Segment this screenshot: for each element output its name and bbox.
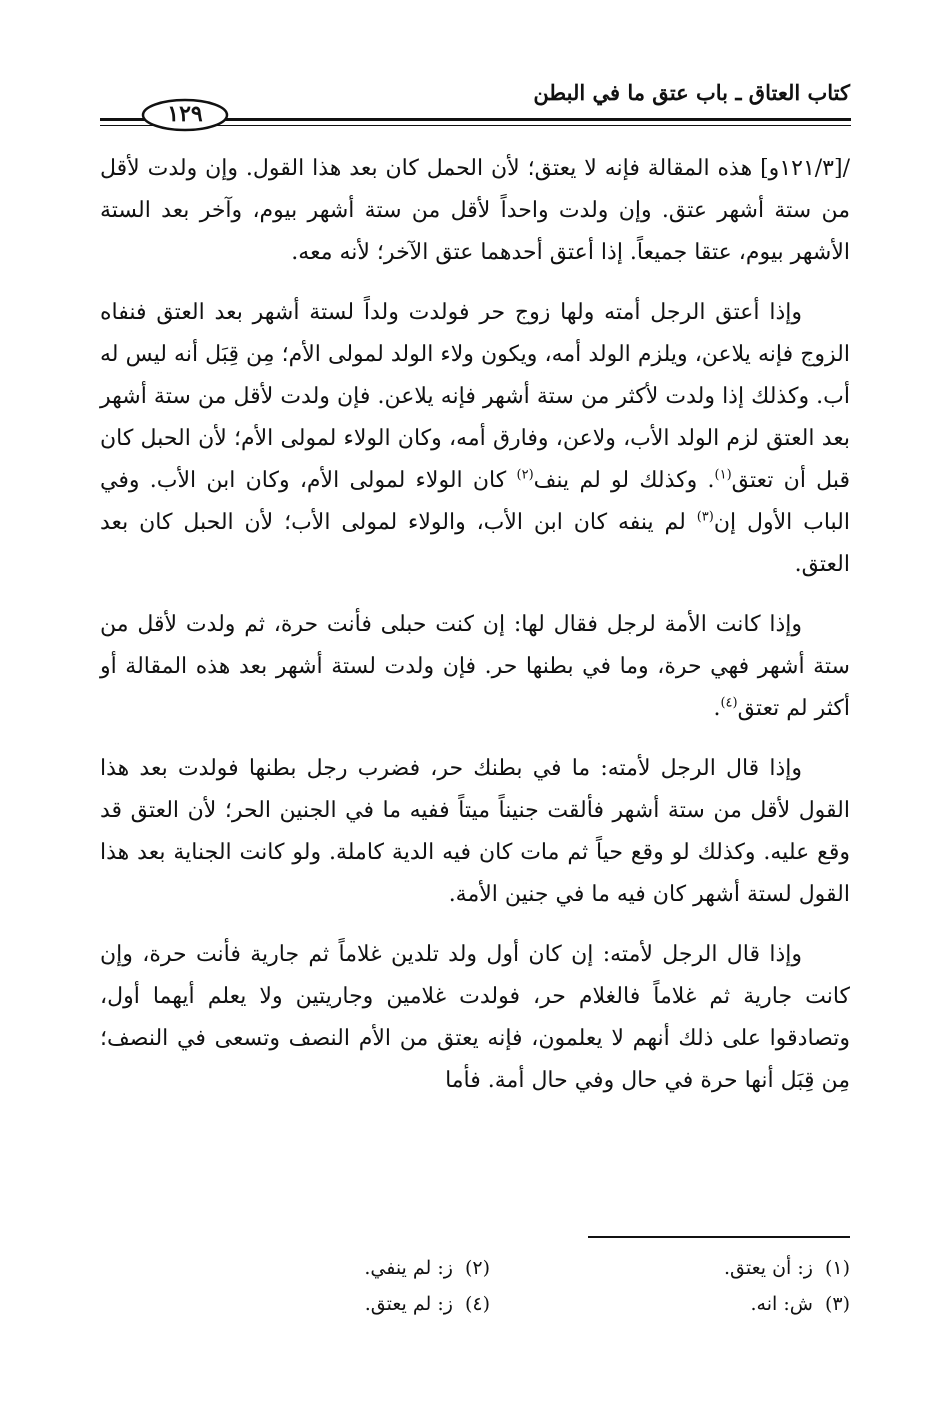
paragraph-3-part-a: وإذا كانت الأمة لرجل فقال لها: إن كنت حبلى فأنت حرة، ثم ولدت لأقل من ستة أشهر فهي حرة، وما في بطنها حر. فإن ولدت لستة أشهر بعد هذه المقالة أو أكثر لم تعتق [100,612,850,721]
footnote-4-text: ز: لم يعتق. [364,1293,453,1315]
paragraph-4-text: وإذا قال الرجل لأمته: ما في بطنك حر، فضرب رجل بطنها فولدت بعد هذا القول لأقل من ستة أشهر فألقت جنيناً ميتاً ففيه ما في الجنين الحر؛ لأن العتق قد وقع عليه. وكذلك لو وقع حياً ثم مات كان فيه الدية كاملة. ولو كانت الجناية بعد هذا القول لستة أشهر كان فيه ما في جنين الأمة. [100,756,850,907]
footnote-marker-4[interactable]: (٤) [720,695,738,711]
page-number: ١٢٩ [167,101,203,127]
footnote-row [100,1286,850,1322]
paragraph-3 [100,604,850,730]
footnote-4-number: (٤) [464,1293,490,1315]
footnote-marker-1[interactable]: (١) [714,467,732,483]
footnote-3-number: (٣) [824,1293,850,1315]
footnote-row [100,1250,850,1286]
paragraph-5 [100,934,850,1102]
footnote-marker-3[interactable]: (٣) [696,509,714,525]
paragraph-2-part-c: كان الولاء لمولى الأم، وكان ابن الأب. وفي الباب الأول إن [100,468,850,535]
running-title: كتاب العتاق ـ باب عتق ما في البطن [533,80,850,105]
footnote-1 [490,1257,850,1279]
footnote-separator [588,1236,850,1238]
paragraph-4 [100,748,850,916]
footnote-4 [130,1293,490,1315]
paragraph-3-part-b: . [713,696,721,721]
paragraph-2-part-b: . وكذلك لو لم ينف [533,468,715,493]
paragraph-2 [100,292,850,586]
footnote-3-text: ش: انه. [750,1293,813,1315]
page-number-frame [140,98,230,132]
paragraph-2-part-a: وإذا أعتق الرجل أمته ولها زوج حر فولدت ولداً لستة أشهر بعد العتق فنفاه الزوج فإنه يلاعن، ويلزم الولد أمه، ويكون ولاء الولد لمولى الأم؛ مِن قِبَل أنه ليس له أب. وكذلك إذا ولدت لأكثر من ستة أشهر فإنه يلاعن. فإن ولدت لأقل من ستة أشهر بعد العتق لزم الولد الأب، ولاعن، وفارق أمه، وكان الولاء لمولى الأم؛ لأن الحبل كان قبل أن تعتق [100,300,851,493]
footnote-1-text: ز: أن يعتق. [723,1257,813,1279]
footnote-marker-2[interactable]: (٢) [516,467,534,483]
footnote-2-number: (٢) [464,1257,490,1279]
footnote-3 [490,1293,850,1315]
footnote-1-number: (١) [824,1257,850,1279]
paragraph-5-text: وإذا قال الرجل لأمته: إن كان أول ولد تلدين غلاماً ثم جارية فأنت حرة، وإن كانت جارية ثم غلاماً فالغلام حر، فولدت غلامين وجاريتين ولا يعلم أيهما أول، وتصادقوا على ذلك أنهم لا يعلمون، فإنه يعتق من الأم النصف وتسعى في النصف؛ مِن قِبَل أنها حرة في حال وفي حال أمة. فأما [100,942,850,1093]
footnote-2 [130,1257,490,1279]
main-text [100,148,850,1120]
paragraph-1-text: /[١٢١/٣و] هذه المقالة فإنه لا يعتق؛ لأن الحمل كان بعد هذا القول. وإن ولدت لأقل من ستة أشهر عتق. وإن ولدت واحداً لأقل من ستة أشهر بيوم، وآخر بعد الستة الأشهر بيوم، عتقا جميعاً. إذا أعتق أحدهما عتق الآخر؛ لأنه معه. [100,156,850,265]
paragraph-1 [100,148,850,274]
footnotes [100,1250,850,1322]
paragraph-2-part-d: لم ينفه كان ابن الأب، والولاء لمولى الأب؛ لأن الحبل كان بعد العتق. [100,510,850,577]
footnote-2-text: ز: لم ينفي. [364,1257,453,1279]
